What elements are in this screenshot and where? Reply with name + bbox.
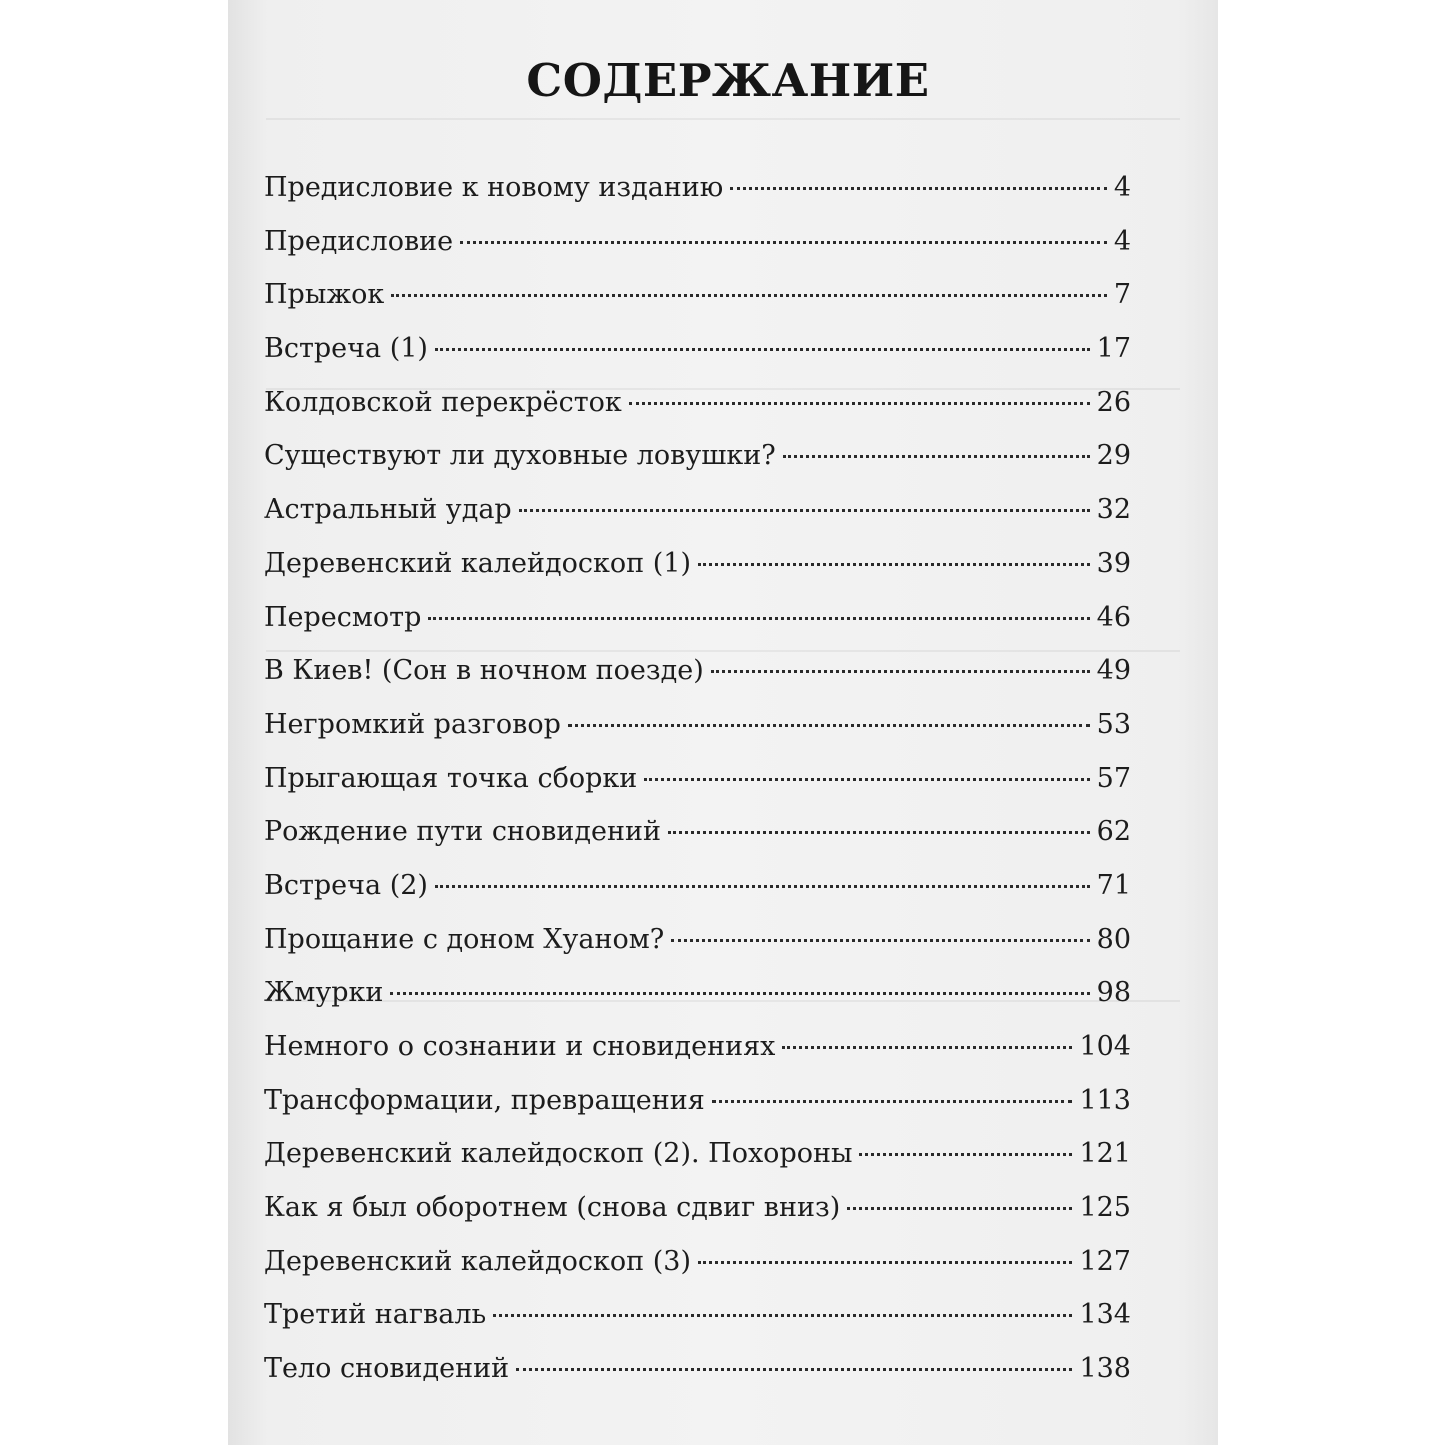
- toc-entry: [264, 1085, 1131, 1139]
- toc-entry: [264, 709, 1131, 763]
- toc-entry-title: Деревенский калейдоскоп (3): [264, 1245, 691, 1277]
- dot-leader: [435, 348, 1090, 351]
- toc-entry-title: Колдовской перекрёсток: [264, 386, 622, 418]
- toc-entry: [264, 1353, 1131, 1407]
- toc-entry-page: 104: [1079, 1031, 1131, 1062]
- toc-entry: [264, 655, 1131, 709]
- toc-entry-title: Рождение пути сновидений: [264, 816, 661, 848]
- toc-entry-page: 53: [1096, 708, 1131, 740]
- toc-entry-title: Трансформации, превращения: [264, 1084, 705, 1116]
- toc-entry-title: Прыжок: [264, 279, 385, 311]
- toc-entry: [264, 870, 1131, 924]
- toc-entry: [264, 279, 1131, 333]
- toc-entry: [264, 226, 1131, 280]
- toc-entry: [264, 333, 1131, 387]
- toc-entry-title: Прыгающая точка сборки: [264, 762, 638, 794]
- dot-leader: [782, 1046, 1072, 1049]
- toc-entry-page: 49: [1096, 655, 1131, 687]
- toc-entry-page: 98: [1096, 977, 1131, 1009]
- toc-entry: [264, 602, 1131, 656]
- toc-entry: [264, 816, 1131, 870]
- toc-entry: [264, 440, 1131, 494]
- toc-entry-page: 17: [1096, 333, 1131, 365]
- toc-entry-title: Прощание с доном Хуаном?: [264, 923, 665, 955]
- toc-entry-page: 57: [1096, 762, 1131, 794]
- dot-leader: [516, 1368, 1072, 1371]
- toc-entry-title: Пересмотр: [264, 601, 422, 633]
- bleed-through-line: [266, 118, 1180, 120]
- toc-entry-title: Предисловие к новому изданию: [264, 172, 724, 203]
- dot-leader: [698, 563, 1090, 566]
- dot-leader: [859, 1153, 1072, 1156]
- toc-entry-title: Предисловие: [264, 225, 454, 257]
- toc-entry: [264, 924, 1131, 978]
- toc-entry-page: 138: [1079, 1353, 1131, 1385]
- toc-entry-title: Жмурки: [264, 977, 384, 1009]
- dot-leader: [730, 187, 1107, 190]
- dot-leader: [671, 939, 1089, 942]
- toc-entry-title: Астральный удар: [264, 494, 512, 526]
- toc-entry-page: 29: [1096, 440, 1131, 472]
- toc-entry-title: Как я был оборотнем (снова сдвиг вниз): [264, 1192, 841, 1224]
- toc-entry: [264, 1138, 1131, 1192]
- toc-entry: [264, 977, 1131, 1031]
- toc-entry-title: Встреча (2): [264, 869, 428, 901]
- dot-leader: [460, 241, 1107, 244]
- toc-entry-page: 32: [1096, 494, 1131, 526]
- toc-entry-title: Существуют ли духовные ловушки?: [264, 440, 776, 472]
- toc-entry-page: 71: [1096, 869, 1131, 901]
- toc-entry-page: 4: [1113, 225, 1131, 257]
- toc-entry: [264, 548, 1131, 602]
- toc-entry-page: 4: [1113, 172, 1131, 203]
- toc-entry-page: 62: [1096, 816, 1131, 848]
- toc-entry-title: Деревенский калейдоскоп (2). Похороны: [264, 1138, 853, 1170]
- toc-entry-page: 127: [1079, 1245, 1131, 1277]
- toc-entry: [264, 1246, 1131, 1300]
- toc-entry: [264, 1031, 1131, 1085]
- toc-entry-title: Негромкий разговор: [264, 708, 561, 740]
- toc-entry-title: Деревенский калейдоскоп (1): [264, 547, 691, 579]
- dot-leader: [847, 1207, 1072, 1210]
- toc-entry-title: Немного о сознании и сновидениях: [264, 1031, 776, 1062]
- dot-leader: [428, 617, 1089, 620]
- page-title: СОДЕРЖАНИЕ: [526, 54, 930, 107]
- toc-entry-title: Встреча (1): [264, 333, 428, 365]
- toc-entry-title: Тело сновидений: [264, 1353, 510, 1385]
- toc-entry-title: Третий нагваль: [264, 1299, 487, 1331]
- dot-leader: [493, 1314, 1072, 1317]
- toc-entry-page: 46: [1096, 601, 1131, 633]
- dot-leader: [391, 294, 1107, 297]
- dot-leader: [435, 885, 1090, 888]
- book-page: [228, 0, 1218, 1445]
- dot-leader: [711, 670, 1090, 673]
- toc-entry: [264, 494, 1131, 548]
- toc-entry-page: 80: [1096, 923, 1131, 955]
- toc-entry: [264, 1192, 1131, 1246]
- toc-entry-title: В Киев! (Сон в ночном поезде): [264, 655, 704, 687]
- dot-leader: [644, 778, 1089, 781]
- toc-entry: [264, 172, 1131, 226]
- dot-leader: [629, 402, 1090, 405]
- toc-entry-page: 134: [1079, 1299, 1131, 1331]
- dot-leader: [390, 992, 1089, 995]
- toc-entry-page: 121: [1079, 1138, 1131, 1170]
- toc-entry: [264, 763, 1131, 817]
- toc-entry: [264, 387, 1131, 441]
- table-of-contents: [264, 172, 1131, 1407]
- dot-leader: [783, 455, 1090, 458]
- toc-entry: [264, 1299, 1131, 1353]
- toc-entry-page: 125: [1079, 1192, 1131, 1224]
- toc-entry-page: 7: [1113, 279, 1131, 311]
- toc-entry-page: 113: [1079, 1084, 1131, 1116]
- dot-leader: [712, 1100, 1073, 1103]
- dot-leader: [698, 1261, 1072, 1264]
- dot-leader: [568, 724, 1090, 727]
- dot-leader: [519, 509, 1090, 512]
- toc-entry-page: 39: [1096, 547, 1131, 579]
- toc-entry-page: 26: [1096, 386, 1131, 418]
- dot-leader: [668, 831, 1090, 834]
